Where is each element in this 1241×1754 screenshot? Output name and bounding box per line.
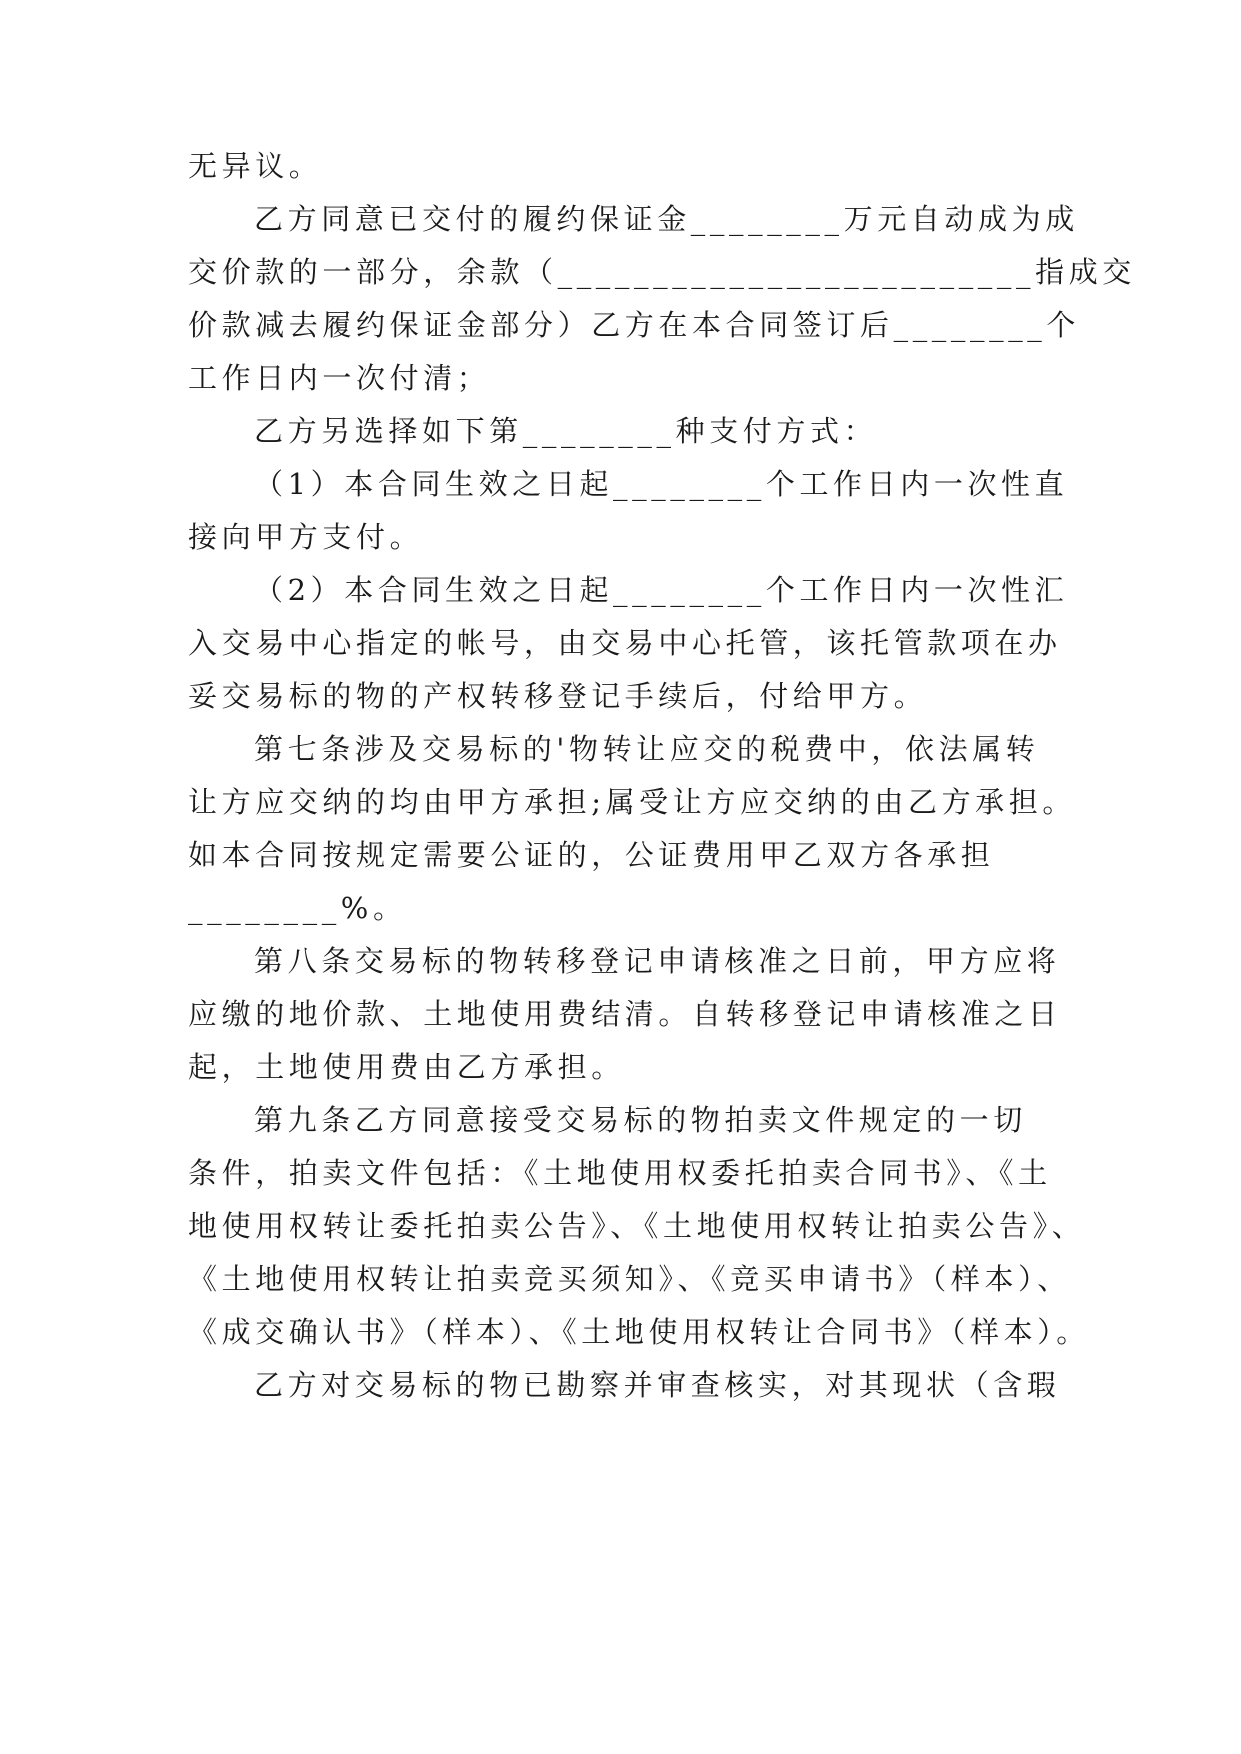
text-line: 让方应交纳的均由甲方承担;属受让方应交纳的由乙方承担。 [188, 785, 1076, 819]
text-line: （2）本合同生效之日起________个工作日内一次性汇 [254, 573, 1069, 607]
text-line: （1）本合同生效之日起________个工作日内一次性直 [254, 467, 1069, 501]
text-line: 乙方另选择如下第________种支付方式： [254, 414, 878, 448]
text-line: 《成交确认书》（样本）、《土地使用权转让合同书》（样本）。 [188, 1315, 1090, 1349]
text-line: 地使用权转让委托拍卖公告》、《土地使用权转让拍卖公告》、 [188, 1209, 1086, 1243]
text-line: 第九条乙方同意接受交易标的物拍卖文件规定的一切 [254, 1103, 1027, 1137]
text-line: 应缴的地价款、土地使用费结清。自转移登记申请核准之日 [188, 997, 1062, 1031]
text-line: 交价款的一部分，余款（_________________________指成交 [188, 255, 1136, 289]
text-line: 条件，拍卖文件包括：《土地使用权委托拍卖合同书》、《土 [188, 1156, 1052, 1190]
text-line: 如本合同按规定需要公证的，公证费用甲乙双方各承担 [188, 838, 995, 872]
text-line: 价款减去履约保证金部分）乙方在本合同签订后________个 [188, 308, 1081, 342]
text-line: 第七条涉及交易标的'物转让应交的税费中，依法属转 [254, 732, 1040, 766]
text-line: 《土地使用权转让拍卖竞买须知》、《竞买申请书》（样本）、 [188, 1262, 1071, 1296]
text-line: 工作日内一次付清； [188, 361, 491, 395]
text-line: 乙方对交易标的物已勘察并审查核实，对其现状（含瑕 [254, 1368, 1061, 1402]
text-line: 起，土地使用费由乙方承担。 [188, 1050, 625, 1084]
text-line: ________%。 [188, 891, 407, 925]
text-line: 乙方同意已交付的履约保证金________万元自动成为成 [254, 202, 1079, 236]
text-line: 无异议。 [188, 149, 323, 183]
text-line: 妥交易标的物的产权转移登记手续后，付给甲方。 [188, 679, 928, 713]
text-line: 第八条交易标的物转移登记申请核准之日前，甲方应将 [254, 944, 1061, 978]
text-line: 接向甲方支付。 [188, 520, 424, 554]
text-line: 入交易中心指定的帐号，由交易中心托管，该托管款项在办 [188, 626, 1062, 660]
